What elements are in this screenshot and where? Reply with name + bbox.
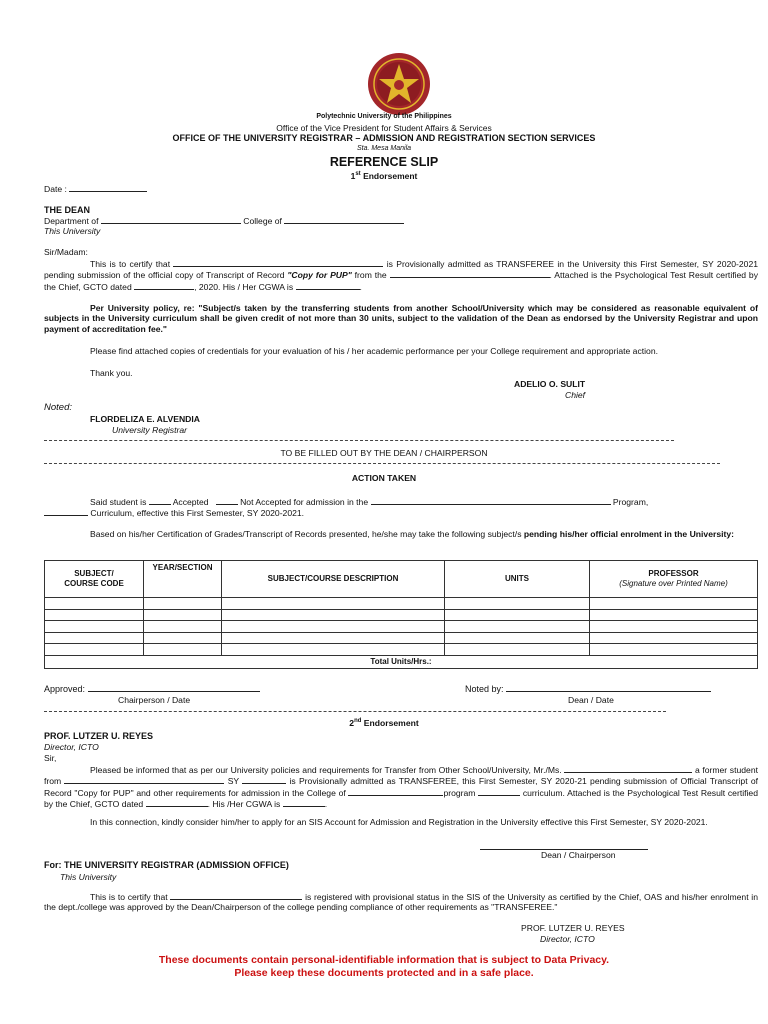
second-salutation: Sir, xyxy=(44,753,57,763)
divider xyxy=(44,711,666,712)
divider xyxy=(44,463,720,464)
table-row xyxy=(45,609,758,621)
action-taken-heading: ACTION TAKEN xyxy=(351,473,417,483)
noted-title: University Registrar xyxy=(112,425,187,435)
department-line: Department of College of xyxy=(44,215,404,226)
this-university: This University xyxy=(44,226,101,236)
credentials-paragraph: Please find attached copies of credentials for your evaluation of his / her academic performance per your College requirement and appropriate action. xyxy=(90,346,658,356)
noted-by-line: Noted by: xyxy=(465,683,711,695)
policy-paragraph: Per University policy, re: "Subject/s taken by the transferring students from another School/University which may be considered as reasonable equivalent of subjects in the University curriculum shall be given credit of not more than 30 units, subject to the validation of the Dean as endorsed by the University Registrar and upon payment of accreditation fee." xyxy=(44,303,758,334)
addressee: THE DEAN xyxy=(44,205,91,215)
university-name: Polytechnic University of the Philippines xyxy=(316,113,452,120)
registrar-signer-title: Director, ICTO xyxy=(540,934,595,944)
date-line: Date : xyxy=(44,183,147,194)
certify-paragraph: This is to certify that is Provisionally admitted as TRANSFEREE in the University this First Semester, SY 2020-2021 pending submission of the official copy of Transcript of Record "Copy for PUP" from the . Attached is the Psychological Test Result certified by the Chief, GCTO dated , 2020. His / Her CGWA is . xyxy=(44,259,759,292)
noted-name: FLORDELIZA E. ALVENDIA xyxy=(90,414,200,424)
privacy-notice-line1: These documents contain personal-identifiable information that is subject to Data Privacy. xyxy=(158,954,610,966)
noted-label: Noted: xyxy=(44,402,72,413)
second-endorsement-heading: 2nd Endorsement xyxy=(349,718,419,728)
second-addressee-title: Director, ICTO xyxy=(44,742,99,752)
registrar-addressee: For: THE UNIVERSITY REGISTRAR (ADMISSION OFFICE) xyxy=(44,860,289,870)
approved-line: Approved: xyxy=(44,683,260,695)
registrar-signer-name: PROF. LUTZER U. REYES xyxy=(521,923,625,933)
chairperson-date: Chairperson / Date xyxy=(118,695,191,705)
sis-paragraph: In this connection, kindly consider him/her to apply for an SIS Account for Admission and Registration in the University effective this First Semester, SY 2020-2021. xyxy=(90,817,708,827)
header-units: UNITS xyxy=(445,561,590,598)
header-professor: PROFESSOR (Signature over Printed Name) xyxy=(590,561,758,598)
header-course-code: SUBJECT/ COURSE CODE xyxy=(45,561,144,598)
total-units-label: Total Units/Hrs.: xyxy=(45,655,758,668)
office-vp: Office of the Vice President for Student Affairs & Services xyxy=(276,123,492,133)
dean-chairperson-label: Dean / Chairperson xyxy=(541,850,616,860)
table-row xyxy=(45,632,758,644)
total-row xyxy=(45,655,758,668)
dean-date: Dean / Date xyxy=(568,695,614,705)
table-row xyxy=(45,644,758,656)
endorsement-heading: 1st Endorsement xyxy=(350,171,418,181)
signer-name: ADELIO O. SULIT xyxy=(514,379,586,389)
thank-you: Thank you. xyxy=(90,368,133,378)
registrar-this-university: This University xyxy=(60,872,117,882)
second-addressee: PROF. LUTZER U. REYES xyxy=(44,731,154,741)
office-registrar: OFFICE OF THE UNIVERSITY REGISTRAR – ADMISSION AND REGISTRATION SECTION SERVICES xyxy=(172,133,596,143)
second-paragraph: Pleased be informed that as per our University policies and requirements for Transfer from Other School/University, Mr./Ms. a former student from SY is Provisionally admitted as TRANSFEREE, this First Semester, SY 2020-21 pending submission of Official Transcript of Record "Copy for PUP" and other requirements for admission in the College of program curriculum. Attached is the Psychological Test Result certified by the Chief, GCTO dated . His /Her CGWA is . xyxy=(44,765,759,810)
subjects-table xyxy=(44,560,758,669)
signer-title: Chief xyxy=(565,390,586,400)
divider xyxy=(44,440,674,441)
table-row xyxy=(45,621,758,633)
subjects-paragraph: Based on his/her Certification of Grades/Transcript of Records presented, he/she may take the following subject/s pending his/her official enrolment in the University: xyxy=(90,529,734,539)
header-year-section: YEAR/SECTION xyxy=(144,561,222,598)
registrar-paragraph: This is to certify that is registered with provisional status in the SIS of the University as certified by the Chief, OAS and his/her enrolment in the dept./college was approved by the Dean/Chairperson of the college pending compliance of other requirements as "TRANSFEREE." xyxy=(44,892,758,913)
page-title: REFERENCE SLIP xyxy=(329,155,439,169)
salutation: Sir/Madam: xyxy=(44,247,88,257)
table-row xyxy=(45,598,758,610)
privacy-notice-line2: Please keep these documents protected and in a safe place. xyxy=(234,967,534,979)
table-header-row xyxy=(45,561,758,598)
location: Sta. Mesa Manila xyxy=(356,145,412,152)
status-paragraph: Said student is Accepted Not Accepted for admission in the Program, Curriculum, effective this First Semester, SY 2020-2021. xyxy=(44,496,758,519)
fill-out-label: TO BE FILLED OUT BY THE DEAN / CHAIRPERSON xyxy=(280,448,488,458)
pup-seal-logo xyxy=(367,52,431,116)
header-description: SUBJECT/COURSE DESCRIPTION xyxy=(222,561,445,598)
